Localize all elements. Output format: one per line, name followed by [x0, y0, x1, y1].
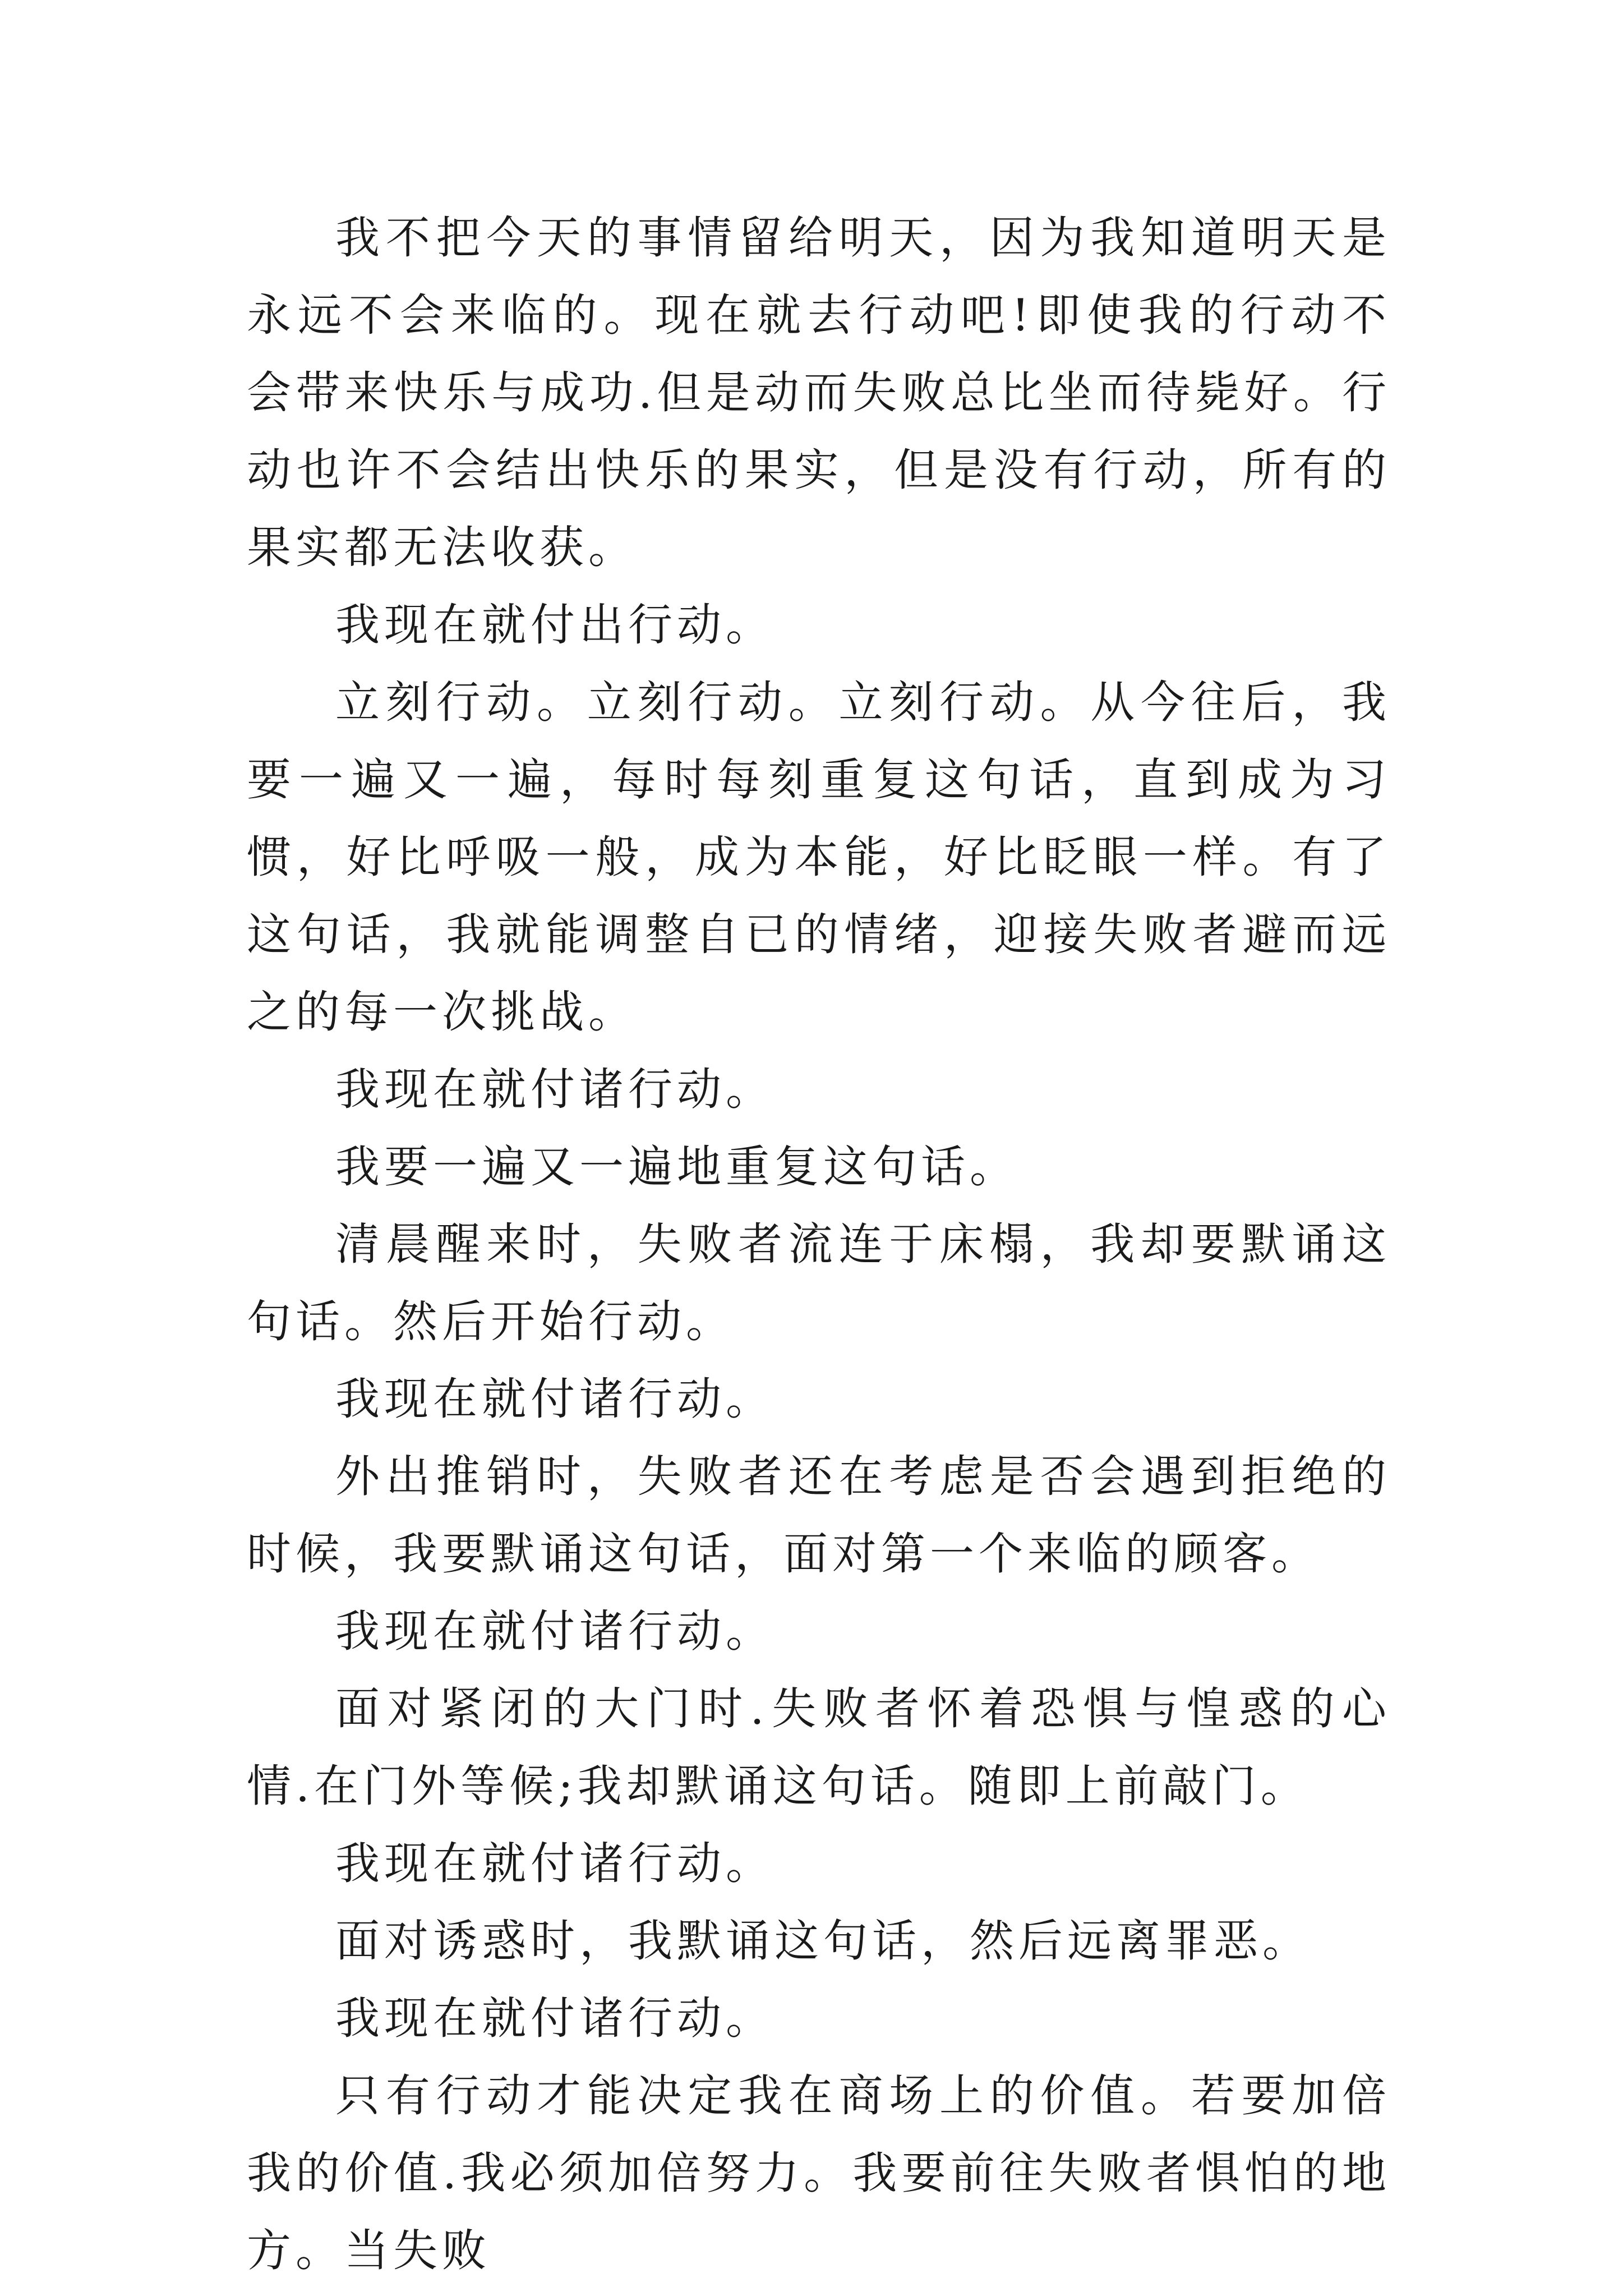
paragraph: 立刻行动。立刻行动。立刻行动。从今往后，我要一遍又一遍，每时每刻重复这句话，直到成为习惯，好比呼吸一般，成为本能，好比眨眼一样。有了这句话，我就能调整自已的情绪，迎接失败者避而远之的每一次挑战。 [247, 677, 1391, 1038]
paragraph: 面对诱惑时，我默诵这句话，然后远离罪恶。 [335, 1915, 1311, 1967]
paragraph: 我现在就付出行动。 [335, 599, 774, 651]
paragraph: 我不把今天的事情留给明天，因为我知道明天是永远不会来临的。现在就去行动吧!即使我的行动不会带来快乐与成功.但是动而失败总比坐而待毙好。行动也许不会结出快乐的果实，但是没有行动，所有的果实都无法收获。 [247, 212, 1391, 573]
paragraph: 外出推销时，失败者还在考虑是否会遇到拒绝的时候，我要默诵这句话，面对第一个来临的顾客。 [247, 1451, 1391, 1580]
paragraph: 我现在就付诸行动。 [335, 1373, 774, 1425]
paragraph: 我现在就付诸行动。 [335, 1605, 774, 1657]
paragraph: 我现在就付诸行动。 [335, 1838, 774, 1889]
paragraph: 我现在就付诸行动。 [335, 1993, 774, 2044]
paragraph: 我现在就付诸行动。 [335, 1064, 774, 1115]
paragraph: 面对紧闭的大门时.失败者怀着恐惧与惶惑的心情.在门外等候;我却默诵这句话。随即上前敲门。 [247, 1683, 1391, 1812]
paragraph: 清晨醒来时，失败者流连于床榻，我却要默诵这句话。然后开始行动。 [247, 1218, 1391, 1347]
paragraph: 只有行动才能决定我在商场上的价值。若要加倍我的价值.我必须加倍努力。我要前往失败者惧怕的地方。当失败 [247, 2070, 1391, 2276]
paragraph: 我要一遍又一遍地重复这句话。 [335, 1141, 1018, 1193]
body-text [247, 199, 1391, 2289]
